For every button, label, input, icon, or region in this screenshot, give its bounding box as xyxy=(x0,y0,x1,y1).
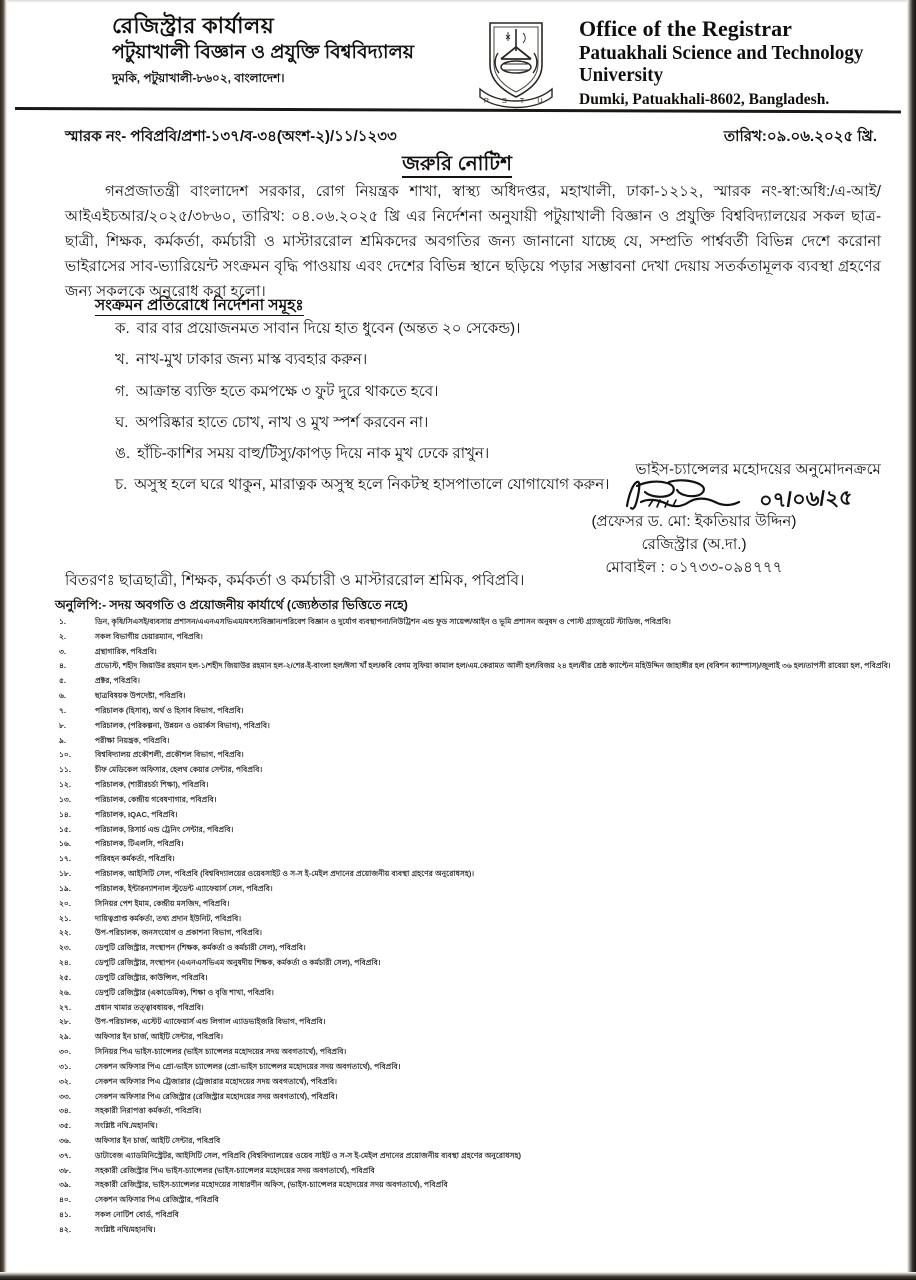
copy-list-item xyxy=(55,1017,901,1028)
copy-list-number: ১০. xyxy=(59,750,71,760)
copy-list-heading: অনুলিপি:- সদয় অবগতি ও প্রয়োজনীয় কার্যার্থে (জ্যেষ্ঠতার ভিত্তিতে নহে) xyxy=(55,598,408,612)
distribution-line: বিতরণঃ ছাত্রছাত্রী, শিক্ষক, কর্মকর্তা ও কর্মচারী ও মাস্টাররোল শ্রমিক, পবিপ্রবি। xyxy=(65,572,525,589)
signer-name: (প্রফেসর ড. মো: ইকতিয়ার উদ্দিন) xyxy=(591,513,797,530)
approval-line: ভাইস-চ্যান্সেলর মহোদয়ের অনুমোদনক্রমে xyxy=(635,461,881,478)
copy-list-number: ১৩. xyxy=(59,794,71,804)
copy-list-text: বিশ্ববিদ্যালয় প্রকৌশলী, প্রকৌশল বিভাগ, পবিপ্রবি। xyxy=(95,750,244,760)
copy-list-text: পরিচালক, (পরিকল্পনা, উন্নয়ন ও ওয়ার্কস বিভাগ), পবিপ্রবি। xyxy=(95,720,270,730)
copy-list-item xyxy=(55,914,901,925)
instruction-text: অসুস্থ হলে ঘরে থাকুন, মারাত্নক অসুস্থ হলে নিকটস্থ হাসপাতালে যোগাযোগ করুন। xyxy=(134,476,610,494)
notice-body-paragraph: গনপ্রজাতন্ত্রী বাংলাদেশ সরকার, রোগ নিয়ন্ত্রক শাখা, স্বাস্থ্য অধিদপ্তর, মহাখালী, ঢাকা-১২১২, স্মারক নং-স্বা:অধি:/এ-আই/আইএইচআর/২০২৫/৩৮৬০, তারিখ: ০৪.০৬.২০২৫ খ্রি এর নির্দেশনা অনুযায়ী পটুয়াখালী বিজ্ঞান ও প্রযুক্তি বিশ্ববিদ্যালয়ের সকল ছাত্র-ছাত্রী, শিক্ষক, কর্মকর্তা, কর্মচারী ও মাস্টাররোল শ্রমিকদের অবগতির জন্য জানানো যাচ্ছে যে, সম্প্রতি পার্শ্ববর্তী বিভিন্ন দেশে করোনা ভাইরাসের সাব-ভ্যারিয়েন্ট সংক্রমন বৃদ্ধি পাওয়ায় এবং দেশের বিভিন্ন স্থানে ছড়িয়ে পড়ার সম্ভাবনা দেখা দেয়ায় সতর্কতামূলক ব্যবস্থা গ্রহণের জন্য সকলকে অনুরোধ করা হলো। xyxy=(65,183,882,301)
letterhead-english-office: Office of the Registrar xyxy=(579,16,793,41)
copy-list-text: সেকশন অফিসার পিএ রেজিস্ট্রার (রেজিস্ট্রার মহোদয়ের সদয় অবগতার্থে), পবিপ্রবি। xyxy=(95,1091,338,1101)
copy-list-text: দায়িত্বপ্রাপ্ত কর্মকর্তা, তথ্য প্রদান ইউনিট, পবিপ্রবি। xyxy=(95,913,242,923)
copy-list-number: ২৯. xyxy=(59,1032,71,1042)
copy-list-number: ৯. xyxy=(59,735,67,745)
copy-list-number: ৫. xyxy=(59,676,67,686)
copy-list-item xyxy=(55,825,901,836)
copy-list-item xyxy=(55,750,901,761)
copy-list-number: ২৮. xyxy=(59,1017,71,1027)
copy-list-number: ৪২. xyxy=(59,1224,71,1234)
copy-list-number: ৩৪. xyxy=(59,1106,71,1116)
letterhead xyxy=(7,9,907,108)
copy-list-number: ৩০. xyxy=(59,1047,71,1057)
copy-list-number: ২. xyxy=(59,631,67,641)
copy-list-number: ৮. xyxy=(59,720,67,730)
copy-list-text: উপ-পরিচালক, জনসংযোগ ও প্রকাশনা বিভাগ, পবিপ্রবি। xyxy=(95,928,262,938)
signer-designation: রেজিস্ট্রার (অ.দা.) xyxy=(641,535,747,553)
instructions-heading xyxy=(95,293,304,319)
copy-list-number: ৩. xyxy=(59,646,67,656)
crest-letters: P S T U xyxy=(483,96,549,105)
copy-list-text: সকল বিভাগীয় চেয়ারম্যান, পবিপ্রবি। xyxy=(95,631,203,641)
instruction-text: হাঁচি-কাশির সময় বাহু/টিস্যু/কাপড় দিয়ে নাক মুখ ঢেকে রাখুন। xyxy=(137,445,490,462)
copy-list-text: ডেপুটি রেজিস্ট্রার, সংস্থাপন (এএনএসভিএম অনুষদীয় শিক্ষক, কর্মকর্তা ও কর্মচারী সেল), পবিপ্রবি। xyxy=(95,958,381,968)
handwritten-signature xyxy=(619,476,869,516)
copy-list-item xyxy=(55,795,901,806)
copy-list-number: ১১. xyxy=(59,765,71,775)
scan-edge-right xyxy=(907,0,916,1280)
copy-list-number: ৩৫. xyxy=(59,1121,71,1131)
copy-list-number: ১৪. xyxy=(59,809,71,819)
instruction-marker: খ. xyxy=(115,351,130,369)
copy-list-text: গ্রন্থাগারিক, পবিপ্রবি। xyxy=(95,646,157,656)
copy-list-item xyxy=(55,943,901,954)
copy-list-text: সহকারী রেজিস্ট্রার পিএ ভাইস-চ্যান্সেলর (ভাইস-চ্যান্সেলর মহোদয়ের সদয় অবগতার্থে), পবিপ্রবি xyxy=(95,1165,375,1175)
copy-list-text: পরিচালক, রিসার্চ এন্ড ট্রেনিং সেন্টার, পবিপ্রবি। xyxy=(95,824,234,834)
copy-list-text: ডেপুটি রেজিস্ট্রার (একাডেমিক), শিক্ষা ও বৃত্তি শাখা, পবিপ্রবি। xyxy=(95,987,274,997)
copy-list-text: ডাটাবেজ এ্যাডমিনিস্ট্রেটর, আইসিটি সেল, পবিপ্রবি (বিশ্ববিদ্যালয়ের ওয়েব সাইট ও স-স ই-মেইল প্রদানের প্রয়োজনীয় ব্যবস্থা গ্রহণের অনুরোধসহ) xyxy=(95,1150,522,1160)
copy-list-number: ৩৯. xyxy=(59,1180,71,1190)
signature-scribble-icon xyxy=(619,476,779,516)
copy-list-text: ছাত্রবিষয়ক উপদেষ্টা, পবিপ্রবি। xyxy=(95,691,186,701)
copy-list-text: চীফ মেডিকেল অফিসার, হেলথ কেয়ার সেন্টার, পবিপ্রবি। xyxy=(95,765,263,775)
copy-list-number: ১২. xyxy=(59,780,71,790)
memo-row xyxy=(7,125,907,151)
copy-list-item xyxy=(55,854,901,865)
copy-list-number: ২৩. xyxy=(59,943,71,953)
copy-list-item xyxy=(55,839,901,850)
copy-list-number: ২৬. xyxy=(59,987,71,997)
signer-mobile: মোবাইল : ০১৭৩৩-০৯৪৭৭৭ xyxy=(605,558,783,576)
copy-list-text: সংশ্লিষ্ট নথি./মহানথি। xyxy=(95,1121,158,1131)
copy-list-item xyxy=(55,1180,901,1191)
copy-list-item xyxy=(55,1225,901,1236)
copy-list-number: ৩১. xyxy=(59,1061,71,1071)
copy-list-text: সিনিয়র পিএ ভাইস-চ্যান্সেলর (ভাইস চ্যান্সেলর মহোদয়ের সদয় অবগতার্থে), পবিপ্রবি। xyxy=(95,1047,347,1057)
letterhead-bangla-address: দুমকি, পটুয়াখালী-৮৬০২, বাংলাদেশ। xyxy=(112,70,285,85)
copy-list-item xyxy=(55,869,901,880)
copy-list-text: সেকশন অফিসার পিএ রেজিস্ট্রার, পবিপ্রবি xyxy=(95,1195,219,1205)
copy-list-text: পরিচালক, IQAC, পবিপ্রবি। xyxy=(95,809,178,819)
instruction-item xyxy=(115,413,875,433)
letterhead-bangla-university: পটুয়াখালী বিজ্ঞান ও প্রযুক্তি বিশ্ববিদ্যালয় xyxy=(112,41,414,63)
instruction-item xyxy=(115,319,875,339)
instruction-item xyxy=(115,350,875,370)
copy-list-number: ১৮. xyxy=(59,869,71,879)
instruction-marker: গ. xyxy=(115,382,129,400)
copy-distribution-list xyxy=(55,617,901,1240)
instruction-marker: ঙ. xyxy=(115,445,131,462)
copy-list-number: ১৭. xyxy=(59,854,71,864)
instruction-marker: ঘ. xyxy=(115,413,129,431)
copy-list-text: পরিচালক, (শারীরচর্চা শিক্ষা), পবিপ্রবি। xyxy=(95,780,209,790)
copy-list-item xyxy=(55,1047,901,1058)
copy-list-item xyxy=(55,736,901,747)
scan-edge-left xyxy=(0,0,7,1280)
copy-list-text: পরিচালক (হিসাব), অর্থ ও হিসাব বিভাগ, পবিপ্রবি। xyxy=(95,705,244,715)
copy-list-item xyxy=(55,632,901,643)
copy-list-number: ২৫. xyxy=(59,972,71,982)
copy-list-text: অফিসার ইন চার্জ, আইটি সেন্টার, পবিপ্রবি xyxy=(95,1135,221,1145)
copy-list-item xyxy=(55,973,901,984)
instruction-text: অপরিষ্কার হাতে চোখ, নাখ ও মুখ স্পর্শ করবেন না। xyxy=(135,413,429,431)
copy-list-text: পরিচালক, কেন্দ্রীয় গবেষণাগার, পবিপ্রবি। xyxy=(95,794,217,804)
copy-list-item xyxy=(55,1210,901,1221)
letterhead-english-university: Patuakhali Science and Technology University xyxy=(579,42,864,87)
copy-list-text: সহকারী নিরাপত্তা কর্মকর্তা, পবিপ্রবি। xyxy=(95,1106,202,1116)
copy-list-text: সকল নোটিশ বোর্ড, পবিপ্রবি xyxy=(95,1210,179,1220)
copy-list-item xyxy=(55,1151,901,1162)
document-sheet xyxy=(7,3,907,1272)
letterhead-english-address: Dumki, Patuakhali-8602, Bangladesh. xyxy=(579,90,830,108)
copy-list-item xyxy=(55,1077,901,1088)
copy-list-text: পরিচালক, ইন্টারন্যাশনাল স্টুডেন্ট এ্যাফেয়ার্স সেল, পবিপ্রবি। xyxy=(95,883,273,893)
copy-list-text: পরিবহন কর্মকর্তা, পবিপ্রবি। xyxy=(95,854,175,864)
copy-list-text: প্রধান খামার তত্ত্বাবধায়ক, পবিপ্রবি। xyxy=(95,1002,204,1012)
copy-list-item xyxy=(55,1106,901,1117)
copy-list-item xyxy=(55,899,901,910)
university-crest-icon xyxy=(468,17,564,109)
scan-edge-bottom xyxy=(0,1272,916,1280)
memo-date: তারিখ:০৯.০৬.২০২৫ খ্রি. xyxy=(723,128,877,145)
copy-list-text: পরিচালক, আইসিটি সেল, পবিপ্রবি (বিশ্ববিদ্যালয়ের ওয়েবসাইট ও স-স ই-মেইল প্রদানের প্রয়োজনীয় ব্যবস্থা গ্রহণের অনুরোধসহ)। xyxy=(95,869,475,879)
copy-list-number: ১৯. xyxy=(59,883,71,893)
copy-list-number: ৬. xyxy=(59,691,67,701)
copy-list-number: ৭. xyxy=(59,705,67,715)
copy-list-text: প্রভোস্ট, শহীদ জিয়াউর রহমান হল-১/শহীদ জিয়াউর রহমান হল-২/শের-ই-বাংলা হল/ঈসা খাঁ হল/কবি বেগম সুফিয়া কামাল হল/এম.কেরামত আলী হল/বিজয় ২৪ হল/বীর শ্রেষ্ঠ ক্যাপ্টেন মহিউদ্দিন জাহাঙ্গীর হল (ববিশন ক্যাম্পাস)/জুলাই ৩৬ হল/তাপসী রাবেয়া হল, পবিপ্রবি। xyxy=(95,661,891,671)
copy-list-text: পরীক্ষা নিয়ন্ত্রক, পবিপ্রবি। xyxy=(95,735,170,745)
copy-list-number: ২৪. xyxy=(59,958,71,968)
copy-list-number: ২০. xyxy=(59,898,71,908)
copy-list-item xyxy=(55,1032,901,1043)
copy-list-number: ৪. xyxy=(59,661,67,671)
copy-list-text: ডেপুটি রেজিস্ট্রার, কাউন্সিল, পবিপ্রবি। xyxy=(95,972,208,982)
memo-number: স্মারক নং- পবিপ্রবি/প্রশা-১৩৭/ব-৩৪(অংশ-২)/১১/১২৩৩ xyxy=(65,128,397,145)
copy-list-text: সেকশন অফিসার পিএ প্রো-ভাইস চ্যান্সেলর (প্রো-ভাইস চ্যান্সেলর মহোদয়ের সদয় অবগতার্থে), পবিপ্রবি। xyxy=(95,1061,401,1071)
copy-list-item xyxy=(55,1166,901,1177)
copy-list-number: ৩২. xyxy=(59,1076,71,1086)
copy-list-text: উপ-পরিচালক, এস্টেট এ্যাফেয়ার্স এন্ড লিগাল এ্যাডভাইজরি বিভাগ, পবিপ্রবি। xyxy=(95,1017,326,1027)
copy-list-number: ৩৩. xyxy=(59,1091,71,1101)
instruction-text: নাখ-মুখ ঢাকার জন্য মাস্ক ব্যবহার করুন। xyxy=(136,351,368,369)
copy-list-item xyxy=(55,1195,901,1206)
copy-list-item xyxy=(55,928,901,939)
copy-list-text: সিনিয়র পেশ ইমাম, কেন্দ্রীয় মসজিদ, পবিপ্রবি। xyxy=(95,898,230,908)
copy-list-item xyxy=(55,1003,901,1014)
copy-list-item xyxy=(55,661,901,672)
copy-list-item xyxy=(55,1136,901,1147)
instruction-marker: চ. xyxy=(115,476,128,494)
copy-list-item xyxy=(55,988,901,999)
copy-list-text: ডেপুটি রেজিস্ট্রার, সংস্থাপন (শিক্ষক, কর্মকর্তা ও কর্মচারী সেল), পবিপ্রবি। xyxy=(95,943,306,953)
copy-list-number: ১৫. xyxy=(59,824,71,834)
letterhead-bangla xyxy=(112,13,462,90)
copy-list-number: ৩৮. xyxy=(59,1165,71,1175)
letterhead-bangla-office: রেজিস্ট্রার কার্যালয় xyxy=(112,13,275,38)
copy-list-number: ৩৬. xyxy=(59,1135,71,1145)
copy-list-item xyxy=(55,884,901,895)
copy-list-item xyxy=(55,765,901,776)
copy-list-item xyxy=(55,1121,901,1132)
copy-list-number: ৩৭. xyxy=(59,1150,71,1160)
copy-list-item xyxy=(55,617,901,628)
instruction-marker: ক. xyxy=(115,320,130,337)
copy-list-text: প্রক্টর, পবিপ্রবি। xyxy=(95,676,140,686)
instruction-text: আক্রান্ত ব্যক্তি হতে কমপক্ষে ৩ ফুট দুরে থাকতে হবে। xyxy=(136,382,439,400)
copy-list-number: ৪১. xyxy=(59,1210,71,1220)
instruction-item xyxy=(115,382,875,402)
notice-title xyxy=(7,149,907,182)
copy-list-item xyxy=(55,1062,901,1073)
copy-list-item xyxy=(55,958,901,969)
signature-date: ০৭/০৬/২৫ xyxy=(758,486,853,513)
copy-list-text: পরিচালক, টিএলসি, পবিপ্রবি। xyxy=(95,839,184,849)
copy-list-text: ডিন, কৃষি/সিএসই/ব্যবসায় প্রশাসন/এএনএসভিএম/মৎস্যবিজ্ঞান/পরিবেশ বিজ্ঞান ও দুর্যোগ ব্যবস্থাপনা/নিউট্রিশন এন্ড ফুড সায়েন্স/আইন ও ভূমি প্রশাসন অনুষদ ও পোস্ট গ্র্যাজুয়েট স্টাডিজ, পবিপ্রবি। xyxy=(95,617,671,626)
copy-list-item xyxy=(55,647,901,658)
copy-list-text: সংশ্লিষ্ট নথি/মহানথি। xyxy=(95,1224,156,1234)
copy-list-item xyxy=(55,1092,901,1103)
copy-list-number: ২২. xyxy=(59,928,71,938)
copy-list-item xyxy=(55,706,901,717)
notice-title-text: জরুরি নোটিশ xyxy=(402,153,512,178)
instructions-heading-text: সংক্রমন প্রতিরোধে নির্দেশনা সমূহঃ xyxy=(95,297,304,314)
copy-list-number: ২১. xyxy=(59,913,71,923)
copy-list-text: সহকারী রেজিস্ট্রার, ভাইস-চ্যান্সেলর মহোদয়ের সাধারণীন অফিস, (ভাইস-চ্যান্সেলর মহোদয়ের সদয় অবগতার্থে), পবিপ্রবি xyxy=(95,1180,448,1190)
copy-list-item xyxy=(55,691,901,702)
copy-list-number: ১. xyxy=(59,617,67,626)
copy-list-item xyxy=(55,810,901,821)
copy-list-number: ২৭. xyxy=(59,1002,71,1012)
copy-list-item xyxy=(55,721,901,732)
copy-list-number: ৪০. xyxy=(59,1195,71,1205)
copy-list-number: ১৬. xyxy=(59,839,71,849)
letterhead-english xyxy=(579,17,909,109)
instruction-text: বার বার প্রয়োজনমত সাবান দিয়ে হাত ধুবেন (অন্তত ২০ সেকেন্ড)। xyxy=(136,320,521,337)
copy-list-text: সেকশন অফিসার পিএ ট্রেজারার (ট্রেজারার মহোদয়ের সদয় অবগতার্থে), পবিপ্রবি। xyxy=(95,1076,337,1086)
copy-list-item xyxy=(55,676,901,687)
copy-list-item xyxy=(55,780,901,791)
copy-list-text: অফিসার ইন চার্জ, আইটি সেন্টার, পবিপ্রবি। xyxy=(95,1032,223,1042)
